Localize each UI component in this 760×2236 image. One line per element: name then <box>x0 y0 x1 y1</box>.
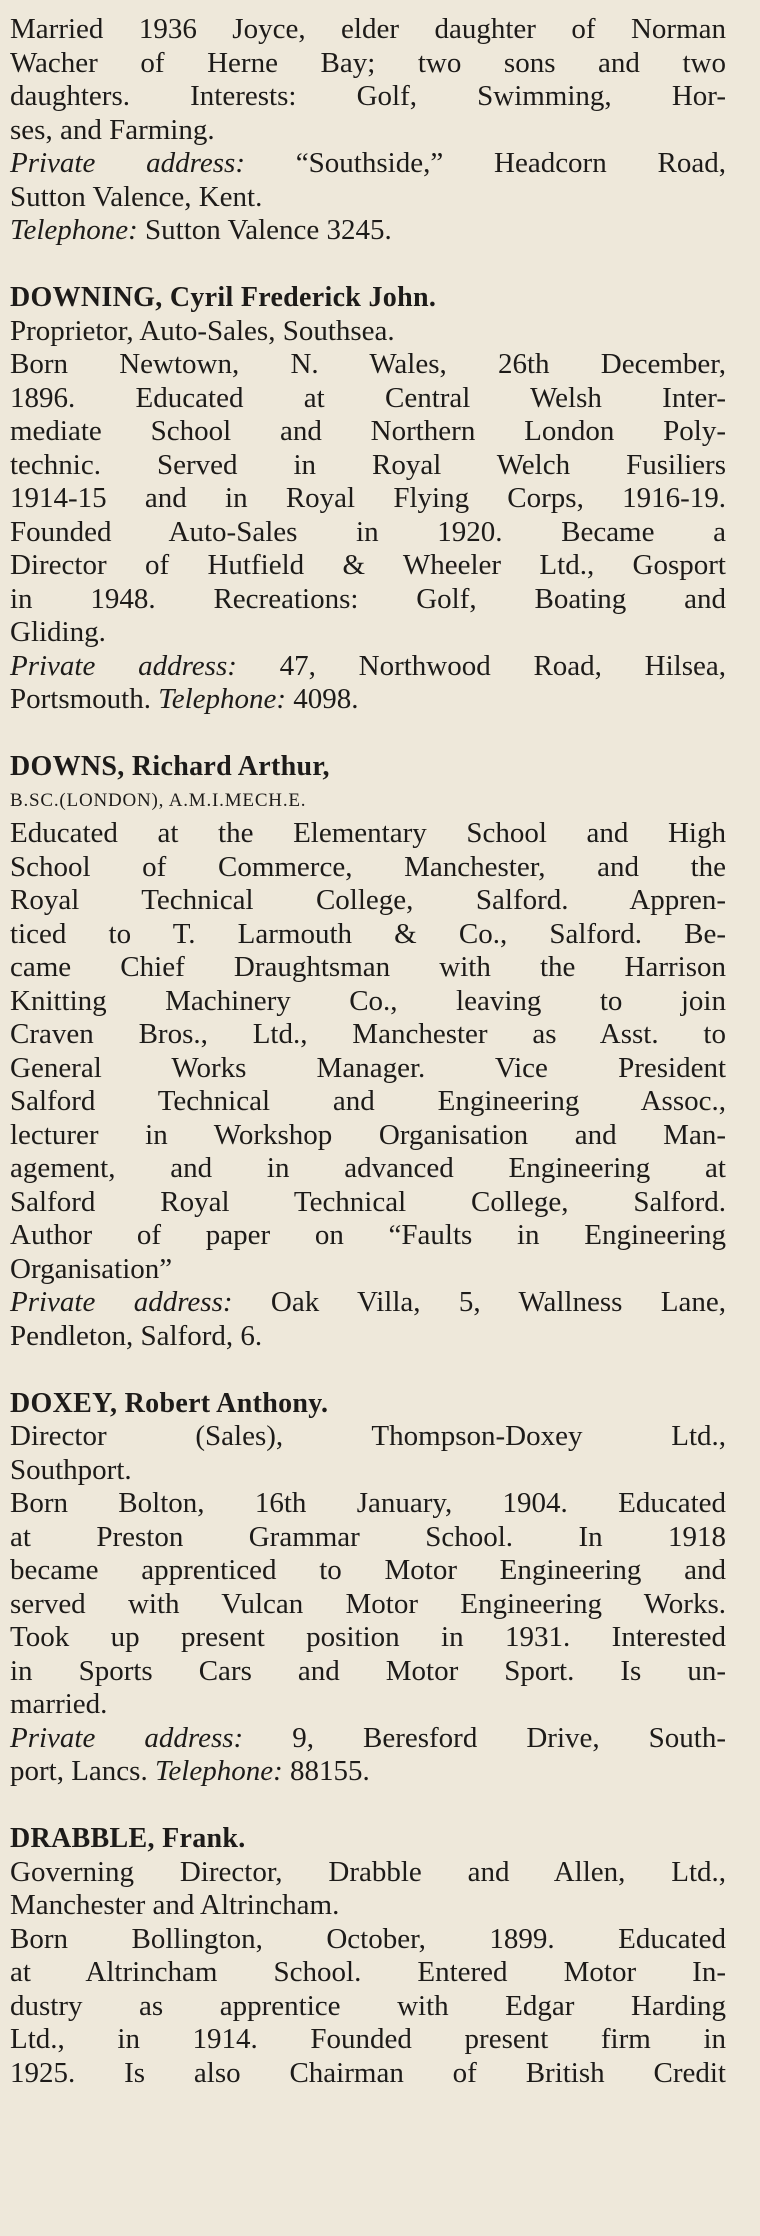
text-segment: 1914-15 and in Royal Flying Corps, 1916-19. <box>10 482 726 514</box>
directory-entry <box>10 750 726 1353</box>
text-line <box>10 1554 726 1588</box>
text-segment: Sutton Valence, Kent. <box>10 180 263 213</box>
text-line <box>10 1253 726 1287</box>
text-segment: Took up present position in 1931. Interested <box>10 1621 726 1653</box>
text-segment: technic. Served in Royal Welch Fusiliers <box>10 448 726 481</box>
text-segment: mediate School and Northern London Poly- <box>10 415 726 447</box>
text-line <box>10 650 726 684</box>
entry-paragraph <box>10 650 726 717</box>
text-segment: 4098. <box>286 683 359 715</box>
text-line <box>10 1889 726 1923</box>
text-line <box>10 47 726 81</box>
text-segment: Royal Technical College, Salford. Appren- <box>10 884 726 916</box>
text-segment: Salford Royal Technical College, Salford. <box>10 1185 726 1218</box>
text-line <box>10 2023 726 2057</box>
text-line <box>10 918 726 952</box>
entry-paragraph <box>10 214 726 248</box>
text-segment: in Sports Cars and Motor Sport. Is un- <box>10 1654 726 1687</box>
text-line <box>10 985 726 1019</box>
text-segment: served with Vulcan Motor Engineering Works. <box>10 1587 726 1620</box>
text-line <box>10 1487 726 1521</box>
text-segment: 1896. Educated at Central Welsh Inter- <box>10 381 726 414</box>
text-segment: 1925. Is also Chairman of British Credit <box>10 2056 726 2089</box>
entry-paragraph <box>10 1286 726 1353</box>
directory-entry <box>10 1822 726 2090</box>
entry-heading: DOXEY, Robert Anthony. <box>10 1387 329 1419</box>
text-segment: 47, Northwood Road, Hilsea, <box>236 649 726 682</box>
text-segment: married. <box>10 1688 108 1720</box>
text-segment: Southport. <box>10 1453 132 1486</box>
text-segment: Born Bollington, October, 1899. Educated <box>10 1922 726 1955</box>
text-line <box>10 482 726 516</box>
text-line <box>10 1018 726 1052</box>
text-line <box>10 1152 726 1186</box>
text-line <box>10 449 726 483</box>
text-line <box>10 114 726 148</box>
text-segment: Craven Bros., Ltd., Manchester as Asst. to <box>10 1018 726 1050</box>
text-line <box>10 583 726 617</box>
text-segment: “Southside,” Headcorn Road, <box>244 147 726 179</box>
italic-label: Private address: <box>10 649 237 682</box>
text-segment: Wacher of Herne Bay; two sons and two <box>10 46 726 79</box>
text-line <box>10 1454 726 1488</box>
text-segment: Manchester and Altrincham. <box>10 1889 340 1921</box>
text-segment: Born Newtown, N. Wales, 26th December, <box>10 348 726 380</box>
italic-label: Telephone: <box>158 683 287 715</box>
text-line <box>10 1923 726 1957</box>
text-segment: became apprenticed to Motor Engineering and <box>10 1554 726 1586</box>
text-line <box>10 683 726 717</box>
entry-heading: DRABBLE, Frank. <box>10 1823 246 1854</box>
text-segment: at Preston Grammar School. In 1918 <box>10 1520 726 1553</box>
text-segment: Salford Technical and Engineering Assoc., <box>10 1085 726 1117</box>
italic-label: Telephone: <box>154 1755 283 1787</box>
text-segment: Governing Director, Drabble and Allen, Ltd., <box>10 1855 726 1888</box>
directory-entry <box>10 1387 726 1789</box>
entry-qualifications: B.SC.(LONDON), A.M.I.MECH.E. <box>10 789 307 811</box>
text-line <box>10 181 726 215</box>
text-segment: Married 1936 Joyce, elder daughter of Norman <box>10 13 726 45</box>
entry-paragraph <box>10 1487 726 1722</box>
text-segment: Knitting Machinery Co., leaving to join <box>10 984 726 1017</box>
entry-paragraph <box>10 817 726 1286</box>
text-line <box>10 80 726 114</box>
text-line <box>10 1186 726 1220</box>
entry-paragraph <box>10 315 726 349</box>
text-segment: Sutton Valence 3245. <box>137 214 392 246</box>
text-line <box>10 348 726 382</box>
text-segment: Educated at the Elementary School and High <box>10 817 726 849</box>
text-line <box>10 147 726 181</box>
text-segment: Portsmouth. <box>10 683 159 715</box>
entry-heading: DOWNING, Cyril Frederick John. <box>10 282 437 313</box>
text-line <box>10 13 726 47</box>
text-segment: Ltd., in 1914. Founded present firm in <box>10 2023 726 2055</box>
text-line <box>10 1588 726 1622</box>
text-segment: daughters. Interests: Golf, Swimming, Hor- <box>10 80 726 112</box>
text-line <box>10 1688 726 1722</box>
italic-label: Private address: <box>10 1721 244 1754</box>
directory-entry <box>10 281 726 717</box>
text-line <box>10 1420 726 1454</box>
text-segment: Proprietor, Auto-Sales, Southsea. <box>10 314 395 347</box>
text-line <box>10 549 726 583</box>
text-line <box>10 516 726 550</box>
text-line <box>10 1956 726 1990</box>
text-line <box>10 315 726 349</box>
text-segment: Director of Hutfield & Wheeler Ltd., Gosport <box>10 549 726 581</box>
text-segment: Director (Sales), Thompson-Doxey Ltd., <box>10 1420 726 1452</box>
text-line <box>10 1085 726 1119</box>
entry-paragraph <box>10 13 726 147</box>
text-segment: Gliding. <box>10 616 106 648</box>
italic-label: Private address: <box>10 147 245 179</box>
entry-paragraph <box>10 1856 726 1923</box>
entry-paragraph <box>10 348 726 650</box>
text-line <box>10 884 726 918</box>
text-line <box>10 951 726 985</box>
text-segment: Organisation” <box>10 1252 173 1285</box>
text-line <box>10 1219 726 1253</box>
italic-label: Telephone: <box>10 214 138 246</box>
text-line <box>10 1856 726 1890</box>
text-segment: Pendleton, Salford, 6. <box>10 1319 263 1352</box>
text-segment: Born Bolton, 16th January, 1904. Educated <box>10 1487 726 1519</box>
text-segment: in 1948. Recreations: Golf, Boating and <box>10 582 726 615</box>
text-line <box>10 1655 726 1689</box>
text-segment: port, Lancs. <box>10 1755 155 1787</box>
text-segment: 88155. <box>282 1755 370 1787</box>
directory-page <box>10 13 726 2124</box>
text-segment: dustry as apprentice with Edgar Harding <box>10 1989 726 2022</box>
text-line <box>10 1052 726 1086</box>
text-segment: lecturer in Workshop Organisation and Man- <box>10 1118 726 1151</box>
text-line <box>10 1521 726 1555</box>
entry-heading: DOWNS, Richard Arthur, <box>10 751 330 782</box>
text-line <box>10 415 726 449</box>
text-segment: General Works Manager. Vice President <box>10 1051 726 1084</box>
text-line <box>10 1621 726 1655</box>
italic-label: Private address: <box>10 1286 233 1318</box>
text-line <box>10 382 726 416</box>
entry-paragraph <box>10 1923 726 2091</box>
entry-paragraph <box>10 147 726 214</box>
text-segment: Founded Auto-Sales in 1920. Became a <box>10 515 726 548</box>
text-line <box>10 1320 726 1354</box>
text-segment: came Chief Draughtsman with the Harrison <box>10 951 726 983</box>
text-line <box>10 1119 726 1153</box>
text-segment: ticed to T. Larmouth & Co., Salford. Be- <box>10 917 726 950</box>
text-line <box>10 616 726 650</box>
text-segment: School of Commerce, Manchester, and the <box>10 850 726 883</box>
text-line <box>10 817 726 851</box>
text-segment: at Altrincham School. Entered Motor In- <box>10 1956 726 1988</box>
text-line <box>10 1722 726 1756</box>
entry-paragraph <box>10 1722 726 1789</box>
text-line <box>10 2057 726 2091</box>
text-segment: ses, and Farming. <box>10 113 215 146</box>
directory-entry <box>10 13 726 248</box>
text-line <box>10 1286 726 1320</box>
text-segment: Author of paper on “Faults in Engineering <box>10 1219 726 1251</box>
text-line <box>10 851 726 885</box>
text-line <box>10 214 726 248</box>
text-segment: agement, and in advanced Engineering at <box>10 1152 726 1184</box>
text-line <box>10 1990 726 2024</box>
text-line <box>10 1755 726 1789</box>
text-segment: 9, Beresford Drive, South- <box>243 1721 727 1754</box>
text-segment: Oak Villa, 5, Wallness Lane, <box>232 1286 726 1318</box>
entry-paragraph <box>10 1420 726 1487</box>
